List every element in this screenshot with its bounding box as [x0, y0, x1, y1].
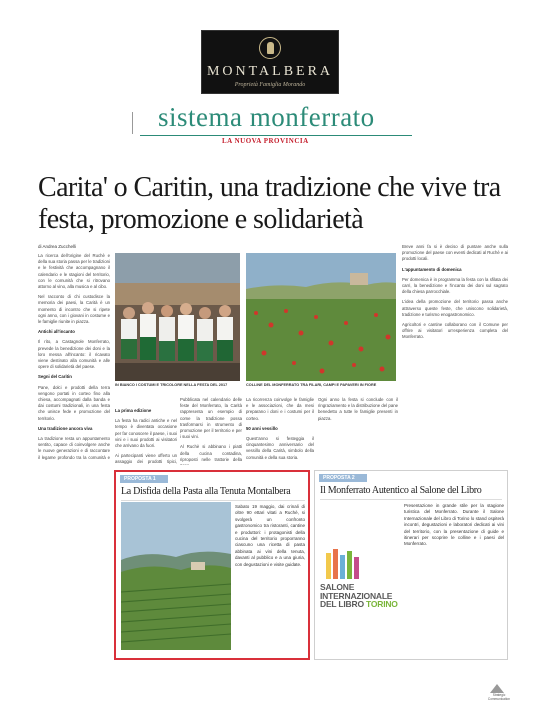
masthead-rule [140, 135, 412, 136]
masthead-divider [132, 112, 138, 134]
article-column-4 [246, 397, 314, 465]
salone-logo-stripes [320, 521, 400, 581]
column-paragraph: La ricorrenza coinvolge le famiglie e le associazioni, che da mesi preparano i doni e i costumi per il corteo. [246, 397, 314, 421]
montalbera-logo [201, 30, 339, 94]
proposal-2-box [314, 470, 508, 660]
proposal-2-text: Presentazione in grande stile per la stagione turistica del Monferrato. Durante il Salone Internazionale del Libro di Torino lo stand ospiterà incontri, degustazioni e laboratori dedicati ai vini del territorio, con la presentazione di guide e itinerari per scoprire le colline e i paesi del Monferrato. [404, 503, 504, 547]
proposal-2-rule [320, 499, 502, 500]
article-column-3 [180, 397, 242, 465]
column-paragraph: Il rito, a Castagnole Monferrato, prevede la benedizione dei doni e la loro messa all'incanto: il ricavato viene destinato alla comunità e alle opere di solidarietà del paese. [38, 339, 110, 370]
caption-photo-1: IN BIANCO I COSTUMI E TRICOLORE NELLA FESTA DEL 2017 [115, 383, 228, 387]
article-byline: di Andrea Zucchelli [38, 244, 77, 249]
column-subheading: La prima edizione [115, 408, 152, 413]
column-paragraph: Breve anni fa si è deciso di puntare anche sulla promozione del paese con eventi dedicati al Ruchè e ai prodotti locali. [402, 244, 508, 262]
column-paragraph: Nel racconto di chi custodisce la memoria dei paesi, la Carità è un momento di incontro che si ripete ogni anno, con i giovani in costume e le famiglie riunite in piazza. [38, 294, 110, 325]
column-subheading: Segni del Caritin [38, 374, 72, 380]
column-paragraph: La festa ha radici antiche e nel tempo è diventata occasione per far conoscere il paese, i suoi vini e i suoi prodotti ai visitatori che arrivano da fuori. [115, 418, 177, 449]
column-subheading: 50 anni vessillo [246, 425, 278, 431]
column-paragraph: Al Ruchè si abbinano i piatti della cucina contadina, riproposti nelle trattorie della [180, 444, 242, 462]
salone-line-3-text: DEL LIBRO [320, 599, 367, 609]
salone-line-1: SALONE [320, 582, 355, 592]
proposal-2-tag: PROPOSTA 2 [319, 474, 367, 482]
column-paragraph: L'idea della promozione del territorio passa anche attraverso queste feste, che uniscono solidarietà, tradizione e turismo enogastronomico. [402, 299, 508, 317]
column-paragraph: Ai partecipanti viene offerto un assaggio dei prodotti tipici, [115, 453, 177, 465]
column-paragraph: Pane, dolci e prodotti della terra vengono portati in corteo fino alla chiesa, accompagnati dalla banda e dai costumi tradizionali, in una festa che unisce fede e promozione del territorio. [38, 384, 110, 421]
proposal-1-photo [121, 502, 231, 650]
article-headline: Carita' o Caritin, una tradizione che vive tra festa, promozione e solidarietà [38, 172, 501, 235]
photo-poppy-field [246, 253, 396, 381]
photo-costume-group [115, 253, 240, 381]
salone-line-2: INTERNAZIONALE [320, 590, 393, 601]
salone-stripes-icon [320, 521, 400, 581]
column-subheading: L'appuntamento di domenica [402, 266, 462, 272]
proposal-1-box [114, 470, 310, 660]
salone-logo [320, 583, 404, 609]
proposal-1-text: Sabato 19 maggio, dai crinali di oltre 90 ettari vitati a Ruchè, si svolgerà un confronto gastronomico tra ristoranti, cantine e produttori: i protagonisti della cucina del territorio proporranno ciascuno una ricetta di pasta abbinata ai vini della tenuta, davanti al pubblico e a una giuria, con degustazioni e visite guidate. [235, 504, 305, 567]
crest-icon [259, 37, 281, 59]
logo-subtitle: Proprietà Famiglia Morando [234, 82, 306, 88]
proposal-1-tag: PROPOSTA 1 [120, 475, 168, 483]
article-column-6 [402, 244, 508, 464]
vineyard-hills-illustration [121, 502, 231, 650]
column-subheading: Una tradizione ancora viva [38, 425, 93, 431]
masthead-title: sistema monferrato [158, 102, 375, 132]
salone-line-3 [320, 600, 404, 609]
triangle-icon [490, 684, 504, 693]
proposal-2-title: Il Monferrato Autentico al Salone del Libro [320, 485, 482, 496]
column-subheading: Antichi all'incanto [38, 329, 75, 335]
column-paragraph: Ogni anno la festa si conclude con il ringraziamento e la distribuzione del pane benedetto a tutte le famiglie presenti in piazza. [318, 397, 398, 421]
column-paragraph: Per domenica è in programma la festa con la sfilata dei carri, la benedizione e l'incanto dei doni sul sagrato della chiesa parrocchiale. [402, 276, 508, 295]
article-column-5 [318, 397, 398, 465]
column-paragraph: Quest'anno si festeggia il cinquantesimo anniversario del vessillo della Carità, simbolo della comunità e della sua storia. [246, 436, 314, 460]
proposal-1-title: La Disfida della Pasta alla Tenuta Montalbera [121, 486, 291, 497]
costume-group-illustration [115, 253, 240, 381]
poppy-field-illustration [246, 253, 396, 381]
column-paragraph: Pubblicata nel calendario delle feste del Monferrato, la Carità rappresenta un esempio di come la tradizione possa trasformarsi in strumento di promozione per il territorio e per i suoi vini. [180, 397, 242, 440]
column-paragraph: La tradizione resta un appuntamento sentito, capace di coinvolgere anche le nuove generazioni e di raccontare il legame profondo tra la comunità e [38, 436, 110, 460]
article-column-1 [38, 253, 110, 461]
footer-logo-text: Strategic Communication [487, 693, 511, 701]
column-paragraph: La ricerca dell'origine del Ruchè e della sua storia passa per le tradizioni e le festività che accompagnano il calendario e le stagioni del territorio, con le comunità che si ritrovano attorno al vino, alla musica e al cibo. [38, 253, 110, 290]
column-paragraph: Agricoltori e cantine collaborano con il Comune per offrire ai visitatori un'esperienza completa del Monferrato. [402, 322, 508, 340]
masthead-subtitle: LA NUOVA PROVINCIA [222, 137, 309, 145]
proposal-1-rule [121, 500, 305, 501]
article-column-2 [115, 405, 177, 465]
caption-photo-2: COLLINE DEL MONFERRATO TRA FILARI, CAMPI E PAPAVERI IN FIORE [246, 383, 377, 387]
logo-name: MONTALBERA [206, 64, 334, 79]
salone-torino: TORINO [366, 599, 398, 609]
footer-logo [484, 684, 512, 700]
